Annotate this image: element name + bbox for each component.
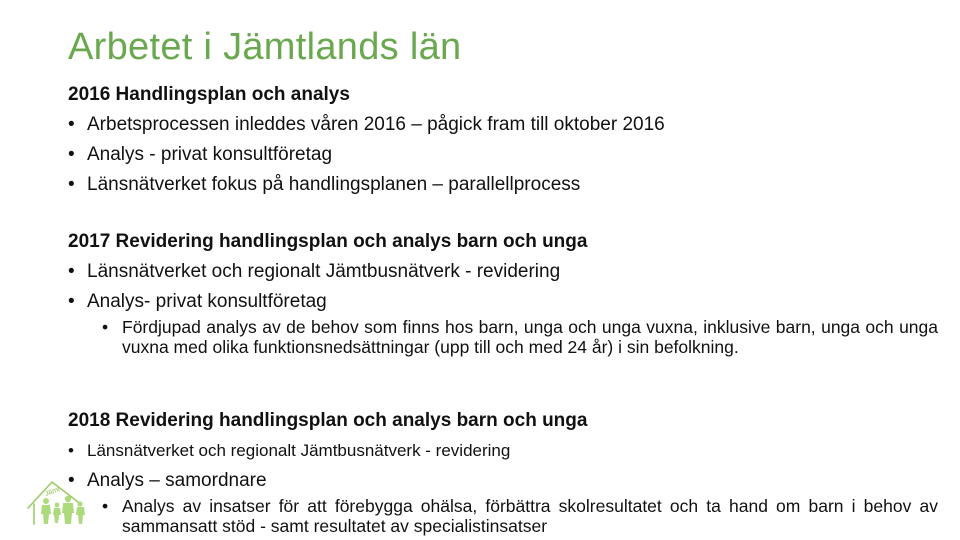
bullet-item: [68, 140, 938, 170]
bullet-text: Analys – samordnare: [87, 470, 267, 491]
section-2017: [68, 227, 938, 357]
bullet-text: Länsnätverket och regionalt Jämtbusnätverk - revidering: [87, 441, 511, 460]
bullet-marker: •: [68, 114, 75, 135]
section-heading: 2017 Revidering handlingsplan och analys barn och unga: [68, 231, 588, 252]
section-2018: [68, 406, 938, 536]
section-heading: 2018 Revidering handlingsplan och analys barn och unga: [68, 410, 588, 431]
bullet-item: [68, 436, 938, 466]
bullet-item: [68, 170, 938, 200]
bullet-item: [68, 257, 938, 287]
bullet-text: Länsnätverket fokus på handlingsplanen – parallellprocess: [87, 174, 581, 195]
bullet-marker: •: [68, 261, 75, 282]
bullet-marker: •: [68, 291, 75, 312]
family-logo-icon: [24, 468, 104, 526]
svg-text:Jämt: Jämt: [44, 486, 61, 498]
bullet-item: [68, 110, 938, 140]
sub-bullet-text: Analys av insatser för att förebygga ohälsa, förbättra skolresultatet och ta hand om barn i behov av sammansatt stöd - samt resultatet av specialistinsatser: [122, 496, 938, 536]
slide-title: Arbetet i Jämtlands län: [68, 26, 462, 68]
section-heading: 2016 Handlingsplan och analys: [68, 84, 350, 105]
section-2016: [68, 80, 938, 200]
bullet-item: [68, 287, 938, 317]
sub-bullet-item: [102, 496, 938, 536]
bullet-marker: •: [68, 470, 75, 491]
bullet-marker: •: [68, 144, 75, 165]
bullet-text: Analys - privat konsultföretag: [87, 144, 333, 165]
bullet-marker: •: [68, 441, 74, 460]
bullet-text: Analys- privat konsultföretag: [87, 291, 327, 312]
bullet-marker: •: [102, 496, 109, 516]
sub-bullet-item: [102, 317, 938, 357]
bullet-text: Länsnätverket och regionalt Jämtbusnätverk - revidering: [87, 261, 561, 282]
bullet-marker: •: [68, 174, 75, 195]
bullet-text: Arbetsprocessen inleddes våren 2016 – pågick fram till oktober 2016: [87, 114, 665, 135]
sub-bullet-text: Fördjupad analys av de behov som finns hos barn, unga och unga vuxna, inklusive barn, unga och unga vuxna med olika funktionsnedsättningar (upp till och med 24 år) i sin befolkning.: [122, 317, 938, 357]
bullet-item: [68, 466, 938, 496]
bullet-marker: •: [102, 317, 109, 337]
